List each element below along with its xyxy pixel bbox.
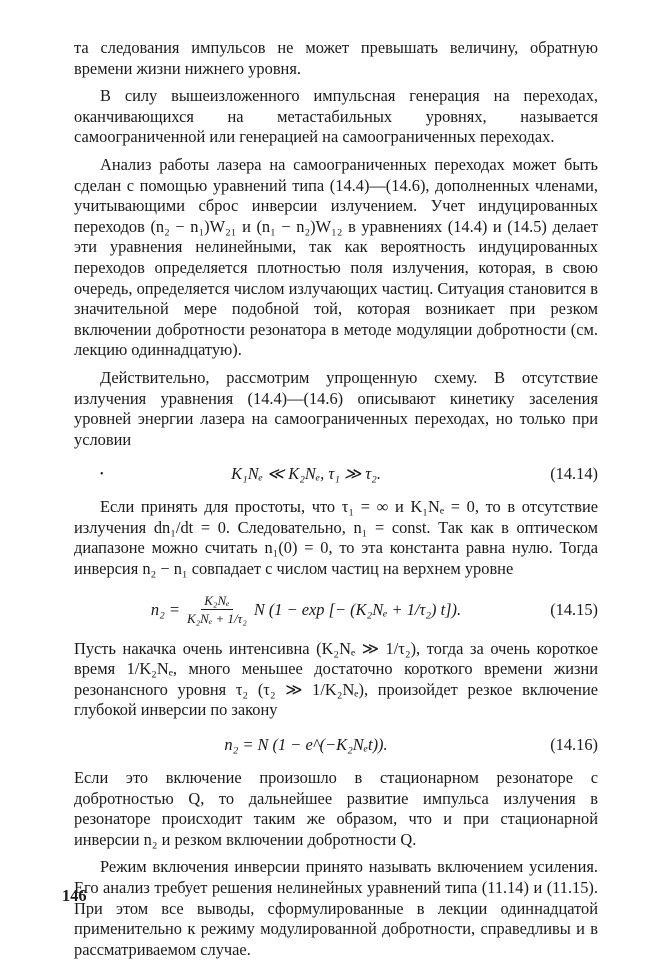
paragraph-5: Если принять для простоты, что τ₁ = ∞ и K₁Nₑ = 0, то в отсутствие излучения dn₁/dt = 0. Следовательно, n₁ = const. Так как в оптическом диапазоне можно считать n₁(0) = 0, то эта константа равна нулю. Тогда инверсия n₂ − n₁ совпадает с числом частиц на верхнем уровне (74, 497, 598, 579)
fraction-denominator: K₂Nₑ + 1/τ₂ (186, 611, 247, 627)
equation-14-15-rhs: N (1 − exp [− (K₂Nₑ + 1/τ₂) t]). (253, 599, 462, 619)
paragraph-1: та следования импульсов не может превышать величину, обратную времени жизни нижнего уровня. (74, 38, 598, 78)
paragraph-8: Режим включения инверсии принято называть включением усиления. Его анализ требует решения нелинейных уравнений типа (11.14) и (11.15). При этом все выводы, сформулированные в лекции одиннадцатой применительно к режиму модулированной добротности, справедливы и в рассматриваемом случае. (74, 857, 598, 959)
paragraph-7: Если это включение произошло в стационарном резонаторе с добротностью Q, то дальнейшее развитие импульса излучения в резонаторе происходит таким же образом, что и при стационарной инверсии n₂ и резком включении добротности Q. (74, 768, 598, 849)
equation-bullet-mark: • (100, 468, 104, 480)
fraction-numerator: K₂Nₑ (201, 593, 232, 610)
equation-14-15 (74, 587, 598, 633)
equation-14-14-body: K₁Nₑ ≪ K₂Nₑ, τ₁ ≫ τ₂. (231, 464, 381, 484)
paragraph-4: Действительно, рассмотрим упрощенную схему. В отсутствие излучения уравнения (14.4)—(14.6) описывают кинетику заселения уровней энергии лазера на самоограниченных переходах, но только при условии (74, 367, 598, 449)
paragraph-3: Анализ работы лазера на самоограниченных переходах может быть сделан с помощью уравнений типа (14.4)—(14.6), дополненных членами, учитывающими сброс инверсии излучением. Учет индуцированных переходов (n₂ − n₁)W₂₁ и (n₁ − n₂)W₁₂ в уравнениях (14.4) и (14.5) делает эти уравнения нелинейными, так как вероятность индуцированных переходов определяется плотностью поля излучения, которая, в свою очередь, определяется числом излучающих частиц. Ситуация становится в значительной мере подобной той, которая возникает при резком включении добротности резонатора в методе модуляции добротности (см. лекцию одиннадцатую). (74, 154, 598, 360)
equation-14-15-body (74, 587, 538, 633)
equation-14-16 (74, 728, 598, 762)
equation-14-15-fraction (184, 593, 250, 626)
equation-14-14 (74, 457, 598, 491)
equation-14-16-number: (14.16) (550, 735, 598, 755)
equation-14-16-body: n₂ = N (1 − e^(−K₂Nₑt)). (224, 735, 388, 755)
equation-14-15-number: (14.15) (550, 599, 598, 619)
equation-14-15-lhs: n₂ = (150, 599, 180, 619)
equation-14-14-number: (14.14) (550, 464, 598, 484)
paragraph-2: В силу вышеизложенного импульсная генерация на переходах, оканчивающихся на метастабильных уровнях, называется самоограниченной или генерацией на самоограниченных переходах. (74, 86, 598, 147)
page-number: 146 (62, 886, 87, 905)
paragraph-6: Пусть накачка очень интенсивна (K₂Nₑ ≫ 1/τ₂), тогда за очень короткое время 1/K₂Nₑ, много меньшее достаточно короткого времени жизни резонансного уровня τ₂ (τ₂ ≫ 1/K₂Nₑ), произойдет резкое включение глубокой инверсии по закону (74, 638, 598, 720)
